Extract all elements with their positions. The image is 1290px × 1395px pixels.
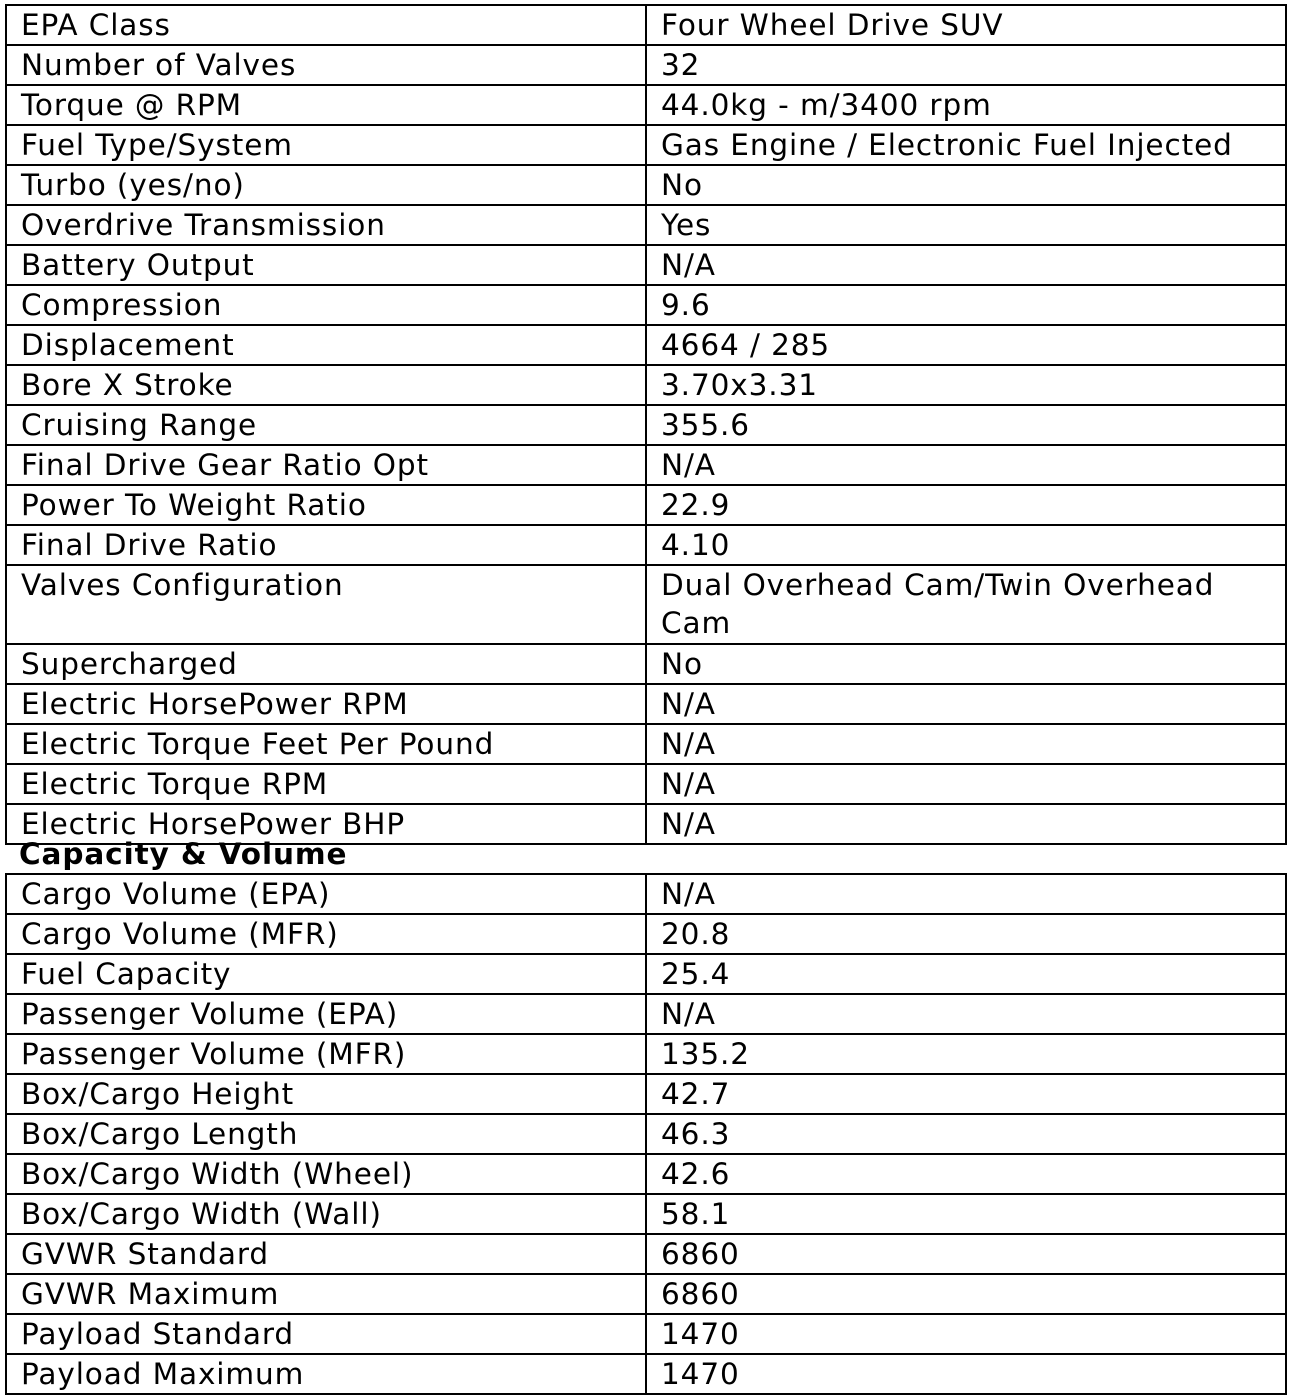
spec-label: Electric Torque Feet Per Pound (6, 724, 646, 764)
table-row (6, 914, 1286, 954)
spec-label: Overdrive Transmission (6, 205, 646, 245)
spec-label: Box/Cargo Height (6, 1074, 646, 1114)
spec-label: Electric Torque RPM (6, 764, 646, 804)
spec-value: N/A (646, 684, 1286, 724)
table-row (6, 485, 1286, 525)
table-row (6, 285, 1286, 325)
spec-label: Bore X Stroke (6, 365, 646, 405)
spec-value: 42.6 (646, 1154, 1286, 1194)
spec-value: N/A (646, 245, 1286, 285)
spec-value: Gas Engine / Electronic Fuel Injected (646, 125, 1286, 165)
table-row (6, 165, 1286, 205)
spec-value: 135.2 (646, 1034, 1286, 1074)
spec-label: Box/Cargo Length (6, 1114, 646, 1154)
table-row (6, 1354, 1286, 1394)
engine-specs-body (6, 5, 1286, 844)
table-row (6, 1154, 1286, 1194)
table-row (6, 525, 1286, 565)
table-row (6, 205, 1286, 245)
table-row (6, 85, 1286, 125)
spec-value: N/A (646, 724, 1286, 764)
spec-label: Valves Configuration (6, 565, 646, 644)
spec-value: 1470 (646, 1314, 1286, 1354)
spec-value: 3.70x3.31 (646, 365, 1286, 405)
table-row (6, 405, 1286, 445)
spec-label: Turbo (yes/no) (6, 165, 646, 205)
capacity-volume-body (6, 874, 1286, 1394)
spec-label: Electric HorsePower RPM (6, 684, 646, 724)
capacity-volume-table (5, 873, 1287, 1395)
table-row (6, 1074, 1286, 1114)
spec-value: N/A (646, 804, 1286, 844)
spec-value: 22.9 (646, 485, 1286, 525)
spec-label: Supercharged (6, 644, 646, 684)
spec-label: GVWR Maximum (6, 1274, 646, 1314)
spec-label: Passenger Volume (EPA) (6, 994, 646, 1034)
spec-label: Payload Standard (6, 1314, 646, 1354)
table-row (6, 325, 1286, 365)
table-row (6, 125, 1286, 165)
table-row (6, 1314, 1286, 1354)
spec-label: Passenger Volume (MFR) (6, 1034, 646, 1074)
spec-value: 6860 (646, 1234, 1286, 1274)
table-row (6, 1234, 1286, 1274)
spec-label: Battery Output (6, 245, 646, 285)
spec-label: Final Drive Gear Ratio Opt (6, 445, 646, 485)
table-row (6, 365, 1286, 405)
spec-value: N/A (646, 994, 1286, 1034)
spec-value: 4.10 (646, 525, 1286, 565)
spec-value: 9.6 (646, 285, 1286, 325)
table-row (6, 684, 1286, 724)
spec-value: N/A (646, 445, 1286, 485)
spec-value: 58.1 (646, 1194, 1286, 1234)
table-row (6, 5, 1286, 45)
spec-label: Payload Maximum (6, 1354, 646, 1394)
spec-value: N/A (646, 764, 1286, 804)
table-row (6, 724, 1286, 764)
spec-label: Cargo Volume (EPA) (6, 874, 646, 914)
spec-label: Cargo Volume (MFR) (6, 914, 646, 954)
table-row (6, 45, 1286, 85)
engine-specs-table (5, 4, 1287, 845)
spec-label: Displacement (6, 325, 646, 365)
spec-value: 20.8 (646, 914, 1286, 954)
spec-value: 6860 (646, 1274, 1286, 1314)
spec-value: Four Wheel Drive SUV (646, 5, 1286, 45)
spec-value: 25.4 (646, 954, 1286, 994)
spec-label: Compression (6, 285, 646, 325)
spec-value: 42.7 (646, 1074, 1286, 1114)
table-row (6, 1114, 1286, 1154)
table-row (6, 874, 1286, 914)
spec-label: Number of Valves (6, 45, 646, 85)
spec-value: 355.6 (646, 405, 1286, 445)
table-row (6, 644, 1286, 684)
table-row (6, 565, 1286, 644)
spec-value: 32 (646, 45, 1286, 85)
spec-value: N/A (646, 874, 1286, 914)
table-row (6, 1034, 1286, 1074)
spec-value: 44.0kg - m/3400 rpm (646, 85, 1286, 125)
section-heading-capacity-volume: Capacity & Volume (19, 837, 348, 871)
table-row (6, 1274, 1286, 1314)
spec-value: No (646, 165, 1286, 205)
table-row (6, 954, 1286, 994)
table-row (6, 764, 1286, 804)
spec-label: Fuel Capacity (6, 954, 646, 994)
table-row (6, 245, 1286, 285)
spec-value: 4664 / 285 (646, 325, 1286, 365)
table-row (6, 994, 1286, 1034)
spec-label: Box/Cargo Width (Wall) (6, 1194, 646, 1234)
spec-label: GVWR Standard (6, 1234, 646, 1274)
spec-value: Dual Overhead Cam/Twin Overhead Cam (646, 565, 1286, 644)
spec-value: Yes (646, 205, 1286, 245)
spec-label: Box/Cargo Width (Wheel) (6, 1154, 646, 1194)
spec-value: No (646, 644, 1286, 684)
spec-value: 1470 (646, 1354, 1286, 1394)
spec-label: EPA Class (6, 5, 646, 45)
spec-label: Fuel Type/System (6, 125, 646, 165)
table-row (6, 1194, 1286, 1234)
spec-label: Electric HorsePower BHP (6, 804, 646, 844)
spec-label: Final Drive Ratio (6, 525, 646, 565)
spec-label: Torque @ RPM (6, 85, 646, 125)
table-row (6, 445, 1286, 485)
spec-label: Power To Weight Ratio (6, 485, 646, 525)
spec-value: 46.3 (646, 1114, 1286, 1154)
spec-label: Cruising Range (6, 405, 646, 445)
